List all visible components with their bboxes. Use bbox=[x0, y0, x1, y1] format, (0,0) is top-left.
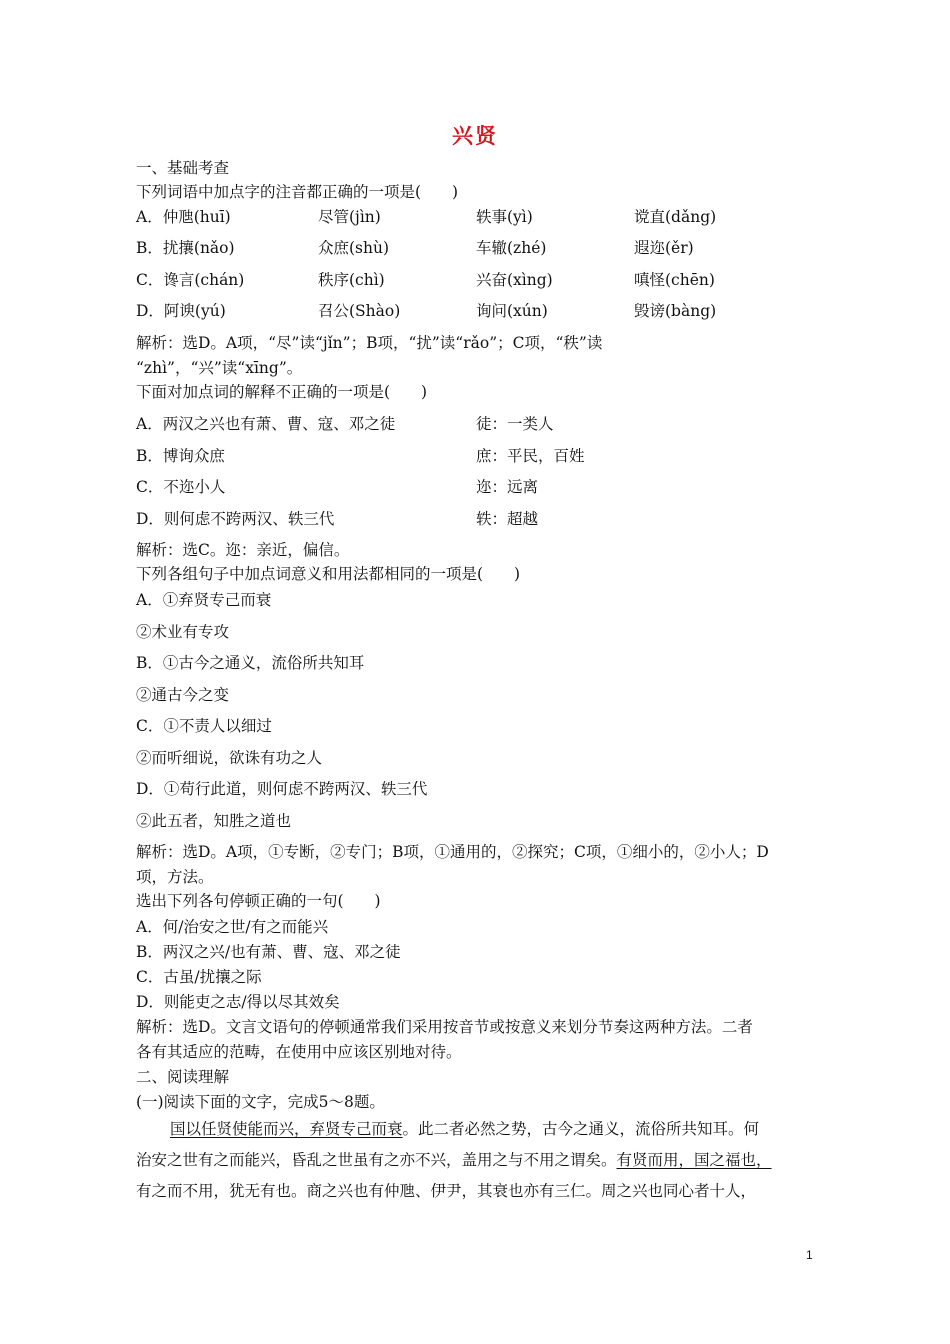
q2-option-c-gloss: 迩：远离 bbox=[476, 478, 539, 496]
q3-line: D．①苟行此道，则何虑不跨两汉、轶三代 bbox=[136, 780, 428, 798]
q2-analysis: 解析：选C。迩：亲近，偏信。 bbox=[136, 541, 350, 559]
q3-line: C．①不责人以细过 bbox=[136, 717, 272, 735]
q1-option-b-2: 众庶(shù) bbox=[318, 239, 390, 257]
q1-option-d-1: D．阿谀(yú) bbox=[136, 302, 226, 320]
q4-line: C．古虽/扰攘之际 bbox=[136, 968, 262, 986]
section-heading-reading: 二、阅读理解 bbox=[136, 1068, 230, 1086]
q3-analysis-line-1: 解析：选D。A项，①专断，②专门；B项，①通用的，②探究；C项，①细小的，②小人；D bbox=[136, 843, 769, 861]
q1-option-c-4: 嗔怪(chēn) bbox=[634, 271, 715, 289]
question-2-stem: 下面对加点词的解释不正确的一项是( ) bbox=[136, 383, 428, 401]
q4-analysis-line-1: 解析：选D。文言文语句的停顿通常我们采用按音节或按意义来划分节奏这两种方法。二者 bbox=[136, 1018, 753, 1036]
reading-intro: (一)阅读下面的文字，完成5～8题。 bbox=[136, 1093, 385, 1111]
q3-line: ②通古今之变 bbox=[136, 686, 230, 704]
q1-option-c-3: 兴奋(xìng) bbox=[476, 271, 553, 289]
q2-option-b: B．博询众庶 bbox=[136, 447, 225, 465]
q1-option-d-2: 召公(Shào) bbox=[318, 302, 401, 320]
q3-line: B．①古今之通义，流俗所共知耳 bbox=[136, 654, 365, 672]
q1-option-a-1: A．仲虺(huī) bbox=[136, 208, 231, 226]
q1-option-a-3: 轶事(yì) bbox=[476, 208, 533, 226]
q3-line: ②而听细说，欲诛有功之人 bbox=[136, 749, 323, 767]
reading-paragraph-line-3: 有之而不用，犹无有也。商之兴也有仲虺、伊尹，其衰也亦有三仁。周之兴也同心者十人， bbox=[136, 1182, 757, 1200]
q1-option-d-3: 询问(xún) bbox=[476, 302, 548, 320]
reading-text: 治安之世有之而能兴，昏乱之世虽有之亦不兴，盖用之与不用之谓矣。 bbox=[136, 1151, 617, 1169]
q1-option-b-3: 车辙(zhé) bbox=[476, 239, 547, 257]
q3-line: ②术业有专攻 bbox=[136, 623, 230, 641]
q4-line: B．两汉之兴/也有萧、曹、寇、邓之徒 bbox=[136, 943, 401, 961]
q1-analysis-line-1: 解析：选D。A项，“尽”读“jǐn”；B项，“扰”读“rǎo”；C项，“秩”读 bbox=[136, 334, 603, 352]
q4-line: A．何/治安之世/有之而能兴 bbox=[136, 918, 329, 936]
q4-line: D．则能吏之志/得以尽其效矣 bbox=[136, 993, 340, 1011]
q1-option-d-4: 毁谤(bàng) bbox=[634, 302, 717, 320]
reading-paragraph-line-1 bbox=[170, 1119, 818, 1139]
section-heading-basics: 一、基础考查 bbox=[136, 159, 230, 177]
q1-option-b-4: 遐迩(ěr) bbox=[634, 239, 694, 257]
reading-paragraph-line-2 bbox=[136, 1150, 818, 1170]
page-title: 兴贤 bbox=[452, 123, 498, 148]
q2-option-d-gloss: 轶：超越 bbox=[476, 510, 539, 528]
q3-analysis-line-2: 项，方法。 bbox=[136, 868, 214, 886]
question-4-stem: 选出下列各句停顿正确的一句( ) bbox=[136, 892, 381, 910]
underlined-sentence: 有贤而用，国之福也， bbox=[616, 1151, 772, 1169]
q1-option-c-1: C．谗言(chán) bbox=[136, 271, 245, 289]
q3-line: ②此五者，知胜之道也 bbox=[136, 812, 292, 830]
q2-option-d: D．则何虑不跨两汉、轶三代 bbox=[136, 510, 335, 528]
page-number: 1 bbox=[806, 1248, 813, 1262]
question-3-stem: 下列各组句子中加点词意义和用法都相同的一项是( ) bbox=[136, 565, 521, 583]
q2-option-a-gloss: 徒：一类人 bbox=[476, 415, 554, 433]
q2-option-c: C．不迩小人 bbox=[136, 478, 226, 496]
underlined-sentence: 国以任贤使能而兴，弃贤专己而衰 bbox=[170, 1120, 403, 1138]
q1-option-a-2: 尽管(jìn) bbox=[318, 208, 381, 226]
question-1-stem: 下列词语中加点字的注音都正确的一项是( ) bbox=[136, 183, 459, 201]
q4-analysis-line-2: 各有其适应的范畴，在使用中应该区别地对待。 bbox=[136, 1043, 462, 1061]
q1-option-b-1: B．扰攘(nǎo) bbox=[136, 239, 235, 257]
q1-option-a-4: 谠直(dǎng) bbox=[634, 208, 717, 226]
q1-option-c-2: 秩序(chì) bbox=[318, 271, 385, 289]
reading-text: 。此二者必然之势，古今之通义，流俗所共知耳。何 bbox=[402, 1120, 760, 1138]
q2-option-b-gloss: 庶：平民，百姓 bbox=[476, 447, 585, 465]
q2-option-a: A．两汉之兴也有萧、曹、寇、邓之徒 bbox=[136, 415, 396, 433]
q3-line: A．①弃贤专己而衰 bbox=[136, 591, 272, 609]
q1-analysis-line-2: “zhì”，“兴”读“xīng”。 bbox=[136, 359, 303, 377]
